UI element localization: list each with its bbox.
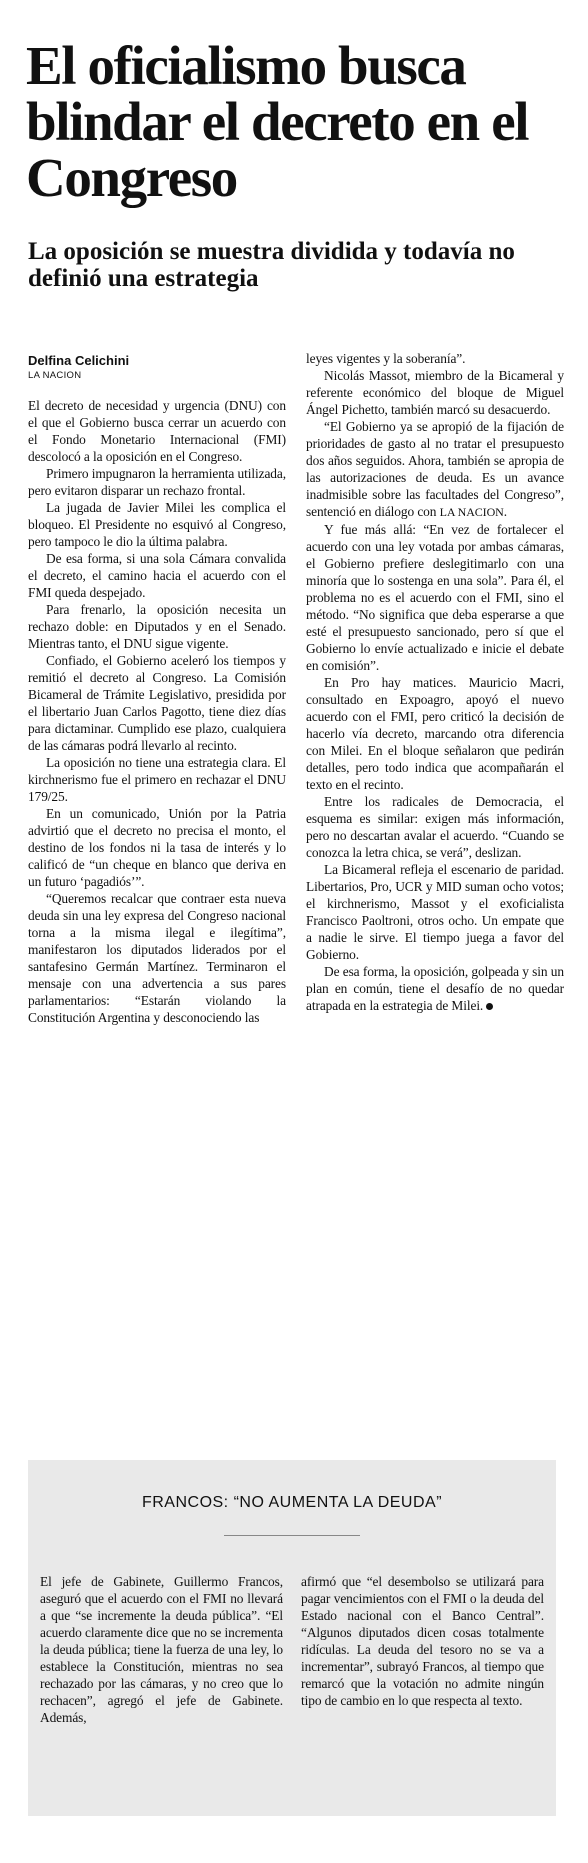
headline: El oficialismo busca blindar el decreto en el Congreso (26, 35, 529, 208)
paragraph: Entre los radicales de Democracia, el esquema es similar: exigen más información, pero no descartan avalar el acuerdo. “Cuando se conozca la letra chica, se verá”, deslizan. (306, 794, 564, 860)
paragraph: “El Gobierno ya se apropió de la fijación de prioridades de gasto al no tratar el presupuesto dos años seguidos. Ahora, también se apropia de las autorizaciones de deuda. Es un avance inadmisible sobre las facultades del Congreso”, sentenció en diálogo con LA NACION. (306, 419, 564, 519)
end-mark-icon (486, 1003, 493, 1010)
byline (28, 353, 286, 383)
paragraph: Nicolás Massot, miembro de la Bicameral y referente económico del bloque de Miguel Ángel Pichetto, también marcó su desacuerdo. (306, 368, 564, 417)
paragraph: Para frenarlo, la oposición necesita un rechazo doble: en Diputados y en el Senado. Mientras tanto, el DNU sigue vigente. (28, 602, 286, 651)
subheadline: La oposición se muestra dividida y todavía no definió una estrategia (28, 238, 515, 292)
sidebar-text: afirmó que “el desembolso se utilizará para pagar vencimientos con el FMI o la deuda del Estado nacional con el Banco Central”. “Algunos diputados dicen cosas totalmente ridículas. La deuda del tesoro no se va a incrementar”, subrayó Francos, al tiempo que remarcó que la votación no admite ningún tipo de cambio en lo que respecta al texto. (301, 1574, 544, 1708)
article-column-1 (28, 350, 286, 1026)
author-name: Delfina Celichini (28, 353, 130, 368)
paragraph-continuation: leyes vigentes y la soberanía”. (306, 351, 466, 366)
agency-name: LA NACION (28, 370, 82, 381)
paragraph: El decreto de necesidad y urgencia (DNU) con el que el Gobierno busca cerrar un acuerdo con el Fondo Monetario Internacional (FMI) descolocó a la oposición en el Congreso. (28, 398, 286, 464)
divider (224, 1535, 360, 1536)
paragraph: La jugada de Javier Milei les complica el bloqueo. El Presidente no esquivó al Congreso, pero tampoco le dio la última palabra. (28, 500, 286, 549)
paragraph: Confiado, el Gobierno aceleró los tiempos y remitió el decreto al Congreso. La Comisión Bicameral de Trámite Legislativo, presidida por el libertario Juan Carlos Pagotto, tiene diez días para dictaminar. Cumplido ese plazo, cualquiera de las cámaras podrá llevarlo al recinto. (28, 653, 286, 753)
sidebar-title: FRANCOS: “NO AUMENTA LA DEUDA” (141, 1494, 443, 1511)
article-column-2 (306, 350, 564, 1026)
sidebar-box (28, 1460, 556, 1816)
closing-text: De esa forma, la oposición, golpeada y sin un plan en común, tiene el desafío de no quedar atrapada en la estrategia de Milei. (306, 964, 564, 1013)
paragraph: La Bicameral refleja el escenario de paridad. Libertarios, Pro, UCR y MID suman ocho votos; el kirchnerismo, Massot y el exoficialista Francisco Paoltroni, otros ocho. Un empate que a nadie le sirve. El tiempo juega a favor del Gobierno. (306, 862, 564, 962)
paragraph: En un comunicado, Unión por la Patria advirtió que el decreto no precisa el monto, el destino de los fondos ni la tasa de interés y lo calificó de “un cheque en blanco que deriva en un futuro ‘pagadiós’”. (28, 806, 286, 889)
paragraph: La oposición no tiene una estrategia clara. El kirchnerismo fue el primero en rechazar el DNU 179/25. (28, 755, 286, 804)
paragraph: De esa forma, si una sola Cámara convalida el decreto, el camino hacia el acuerdo con el FMI queda despejado. (28, 551, 286, 600)
paragraph: Primero impugnaron la herramienta utilizada, pero evitaron disparar un rechazo frontal. (28, 466, 286, 498)
sidebar-body (40, 1573, 544, 1726)
paragraph: Y fue más allá: “En vez de fortalecer el acuerdo con una ley votada por ambas cámaras, el Gobierno prefiere deslegitimarlo con una minoría que lo sostenga en una sola”. Para él, el problema no es el acuerdo con el FMI, sino el método. “No significa que deba esperarse a que esté el presupuesto sancionado, pero sí que el Gobierno lo envíe actualizado e inicie el debate en comisión”. (306, 522, 564, 673)
paragraph: “Queremos recalcar que contraer esta nueva deuda sin una ley expresa del Congreso nacional torna a la misma ilegal e ilegítima”, manifestaron los diputados liderados por el santafesino Germán Martínez. Terminaron el mensaje con una advertencia a sus pares parlamentarios: “Estarán violando la Constitución Argentina y desconociendo las (28, 891, 286, 1025)
article-body (28, 350, 564, 1026)
sidebar-column-1 (40, 1573, 283, 1726)
sidebar-text: El jefe de Gabinete, Guillermo Francos, aseguró que el acuerdo con el FMI no llevará a que “se incremente la deuda pública”. “El acuerdo claramente dice que no se incrementa la deuda pública; tiene la fuerza de una ley, lo establece la Constitución, mientras no sea rechazado por las cámaras, y no creo que lo rechacen”, agregó el jefe de Gabinete. Además, (40, 1574, 283, 1725)
sidebar-column-2 (301, 1573, 544, 1726)
paragraph: En Pro hay matices. Mauricio Macri, consultado en Expoagro, apoyó el nuevo acuerdo con el FMI, pero criticó la decisión de hacerlo vía decreto, marcando otra diferencia con Milei. En el bloque señalaron que pedirán detalles, pero todo indica que acompañarán el texto en el recinto. (306, 675, 564, 792)
inline-source: LA NACION (439, 505, 504, 519)
quote-text: “El Gobierno ya se apropió de la fijación de prioridades de gasto al no tratar el presupuesto dos años seguidos. Ahora, también se apropia de las autorizaciones de deuda. Es un avance inadmisible sobre las facultades del Congreso”, sentenció en diálogo con (306, 419, 564, 519)
paragraph (306, 963, 564, 1014)
